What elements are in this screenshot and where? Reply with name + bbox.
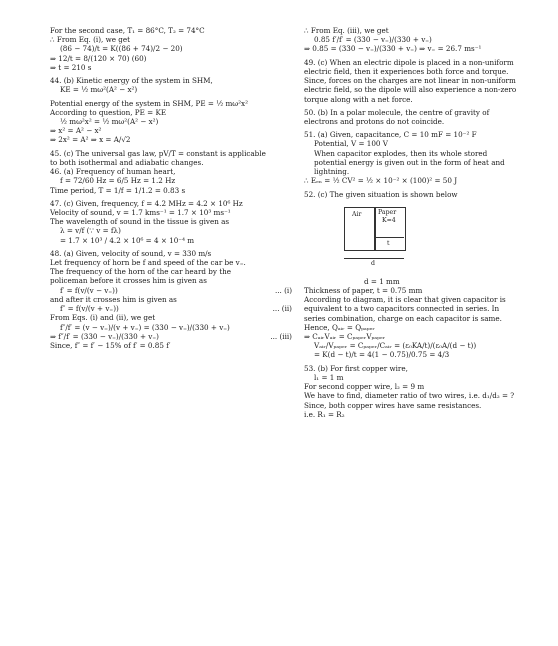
equation: ½ mω²x² = ½ mω²(A² − x²): [60, 116, 159, 126]
text-line: to both isothermal and adiabatic changes.: [50, 157, 204, 167]
question-47-heading: 47. (c) Given, frequency, f = 4.2 MHz = 4.2 × 10⁶ Hz: [50, 198, 243, 208]
equation: ⇒ 0.85 = (330 − v₌)/(330 + v₌) ⇒ v₌ = 26.7 ms⁻¹: [304, 44, 482, 54]
text-line: policeman before it crosses him is given as: [50, 276, 207, 286]
text-line: Potential, V = 100 V: [314, 139, 388, 149]
equation: = K(d − t)/t = 4(1 − 0.75)/0.75 = 4/3: [314, 350, 450, 360]
text-line: Potential energy of the system in SHM, PE = ½ mω²x²: [50, 98, 248, 108]
text-line: Hence, Qₐᵢᵣ = Qₚₐₚₑᵣ: [304, 322, 375, 332]
equation: 0.85 f′/f′ = (330 − v₌)/(330 + v₌): [314, 35, 432, 45]
question-48-heading: 48. (a) Given, velocity of sound, v = 330 m/s: [50, 248, 212, 258]
equation: [50, 304, 292, 313]
equation-number: ... (ii): [272, 304, 292, 314]
question-49-paragraph: 49. (c) When an electric dipole is placed in a non-uniform electric field, then it experiences both force and torque. Since, forces on the charges are not linear in non-uniform electric field, so the dipole will also experience a non-zero torque along with a net force.: [304, 57, 517, 104]
equation-number: ... (i): [274, 285, 292, 295]
text-line: d = 1 mm: [364, 276, 400, 286]
equation: ∴ Eₑₙ = ½ CV² = ½ × 10⁻² × (100)² = 50 J: [304, 176, 458, 186]
equation: [50, 286, 292, 295]
thickness-label: t: [387, 239, 390, 247]
equation: f″/f′ = (v − v₌)/(v + v₌) = (330 − v₌)/(330 + v₌): [60, 322, 230, 332]
equation: = 1.7 × 10³ / 4.2 × 10⁶ = 4 × 10⁻⁴ m: [60, 235, 195, 245]
equation: Time period, T = 1/f = 1/1.2 = 0.83 s: [50, 185, 186, 195]
equation: Vₐᵢᵣ/Vₚₐₚₑᵣ = Cₚₐₚₑᵣ/Cₐᵢᵣ = (ε₀KA/t)/(ε₀A/(d − t)): [314, 341, 477, 351]
equation: ⇒ x² = A² − x²: [50, 126, 102, 136]
equation: [50, 332, 292, 341]
text-line: Let frequency of horn be f and speed of the car be v₌.: [50, 258, 246, 268]
question-53-heading: 53. (b) For first copper wire,: [304, 363, 408, 373]
text-line: From Eqs. (i) and (ii), we get: [50, 313, 156, 323]
text-line: Velocity of sound, v = 1.7 kms⁻¹ = 1.7 × 10³ ms⁻¹: [50, 207, 231, 217]
text-line: Since, both copper wires have same resistances.: [304, 400, 482, 410]
question-45-heading: 45. (c) The universal gas law, pV/T = constant is applicable: [50, 148, 266, 158]
question-51-heading: 51. (a) Given, capacitance, C = 10 mF = 10⁻² F: [304, 130, 477, 140]
equation: ⇒ 2x² = A² ⇒ x = A/√2: [50, 135, 131, 145]
separation-marker: [344, 258, 404, 259]
equation: ⇒ t = 210 s: [50, 62, 92, 72]
text-line: For the second case, T₁ = 86°C, T₂ = 74°C: [50, 26, 205, 35]
text-line: According to question, PE = KE: [50, 107, 167, 117]
text-line: and after it crosses him is given as: [50, 294, 177, 304]
question-52-heading: 52. (c) The given situation is shown below: [304, 189, 458, 199]
equation-number: ... (iii): [270, 331, 292, 341]
text-line: The frequency of the horn of the car heard by the: [50, 267, 231, 277]
left-column: [50, 26, 292, 350]
right-column: [304, 26, 520, 419]
text-line: l₁ = 1 m: [314, 372, 344, 382]
thickness-marker: [374, 237, 404, 238]
equation: ⇒ 12/t = 8/(120 × 70) (60): [50, 53, 147, 63]
text-line: ∴ From Eq. (i), we get: [50, 35, 131, 45]
equation-text: ⇒ f″/f′ = (330 − v₌)/(330 + v₌): [50, 331, 159, 341]
equation: KE = ½ mω²(A² − x²): [60, 85, 138, 95]
text-line: Since, f″ = f′ − 15% of f′ = 0.85 f′: [50, 341, 171, 350]
equation: f = 72/60 Hz = 6/5 Hz = 1.2 Hz: [60, 176, 176, 186]
question-50-paragraph: 50. (b) In a polar molecule, the centre of gravity of electrons and protons do not coincide.: [304, 107, 490, 126]
text-paragraph: According to diagram, it is clear that given capacitor is equivalent to a two capacitors connected in series. In series combination, charge on each capacitor is same.: [304, 295, 506, 323]
equation-text: f′ = f(v/(v − v₌)): [60, 285, 118, 295]
equation: (86 − 74)/t = K((86 + 74)/2 − 20): [60, 44, 183, 54]
text-line: The wavelength of sound in the tissue is given as: [50, 217, 230, 227]
equation: λ = v/f (∵ v = fλ): [60, 226, 121, 236]
question-44-heading: 44. (b) Kinetic energy of the system in SHM,: [50, 76, 213, 86]
separation-label: d: [371, 259, 375, 267]
equation: i.e. R₁ = R₂: [304, 409, 345, 419]
text-line: For second copper wire, l₂ = 9 m: [304, 382, 425, 392]
text-line: ∴ From Eq. (iii), we get: [304, 26, 389, 35]
equation: ⇒ CₐᵢᵣVₐᵢᵣ = CₚₐₚₑᵣVₚₐₚₑᵣ: [304, 332, 386, 342]
question-46-heading: 46. (a) Frequency of human heart,: [50, 167, 176, 177]
dielectric-constant-label: K=4: [382, 216, 396, 224]
text-paragraph: When capacitor explodes, then its whole stored potential energy is given out in the form of heat and lightning.: [314, 148, 505, 177]
text-paragraph: We have to find, diameter ratio of two wires, i.e. d₁/d₂ = ?: [304, 391, 515, 401]
paper-label: Paper: [378, 208, 397, 216]
equation-text: f″ = f(v/(v + v₌)): [60, 304, 119, 314]
air-label: Air: [352, 210, 362, 218]
text-line: Thickness of paper, t = 0.75 mm: [304, 285, 423, 295]
capacitor-diagram: [344, 203, 464, 273]
